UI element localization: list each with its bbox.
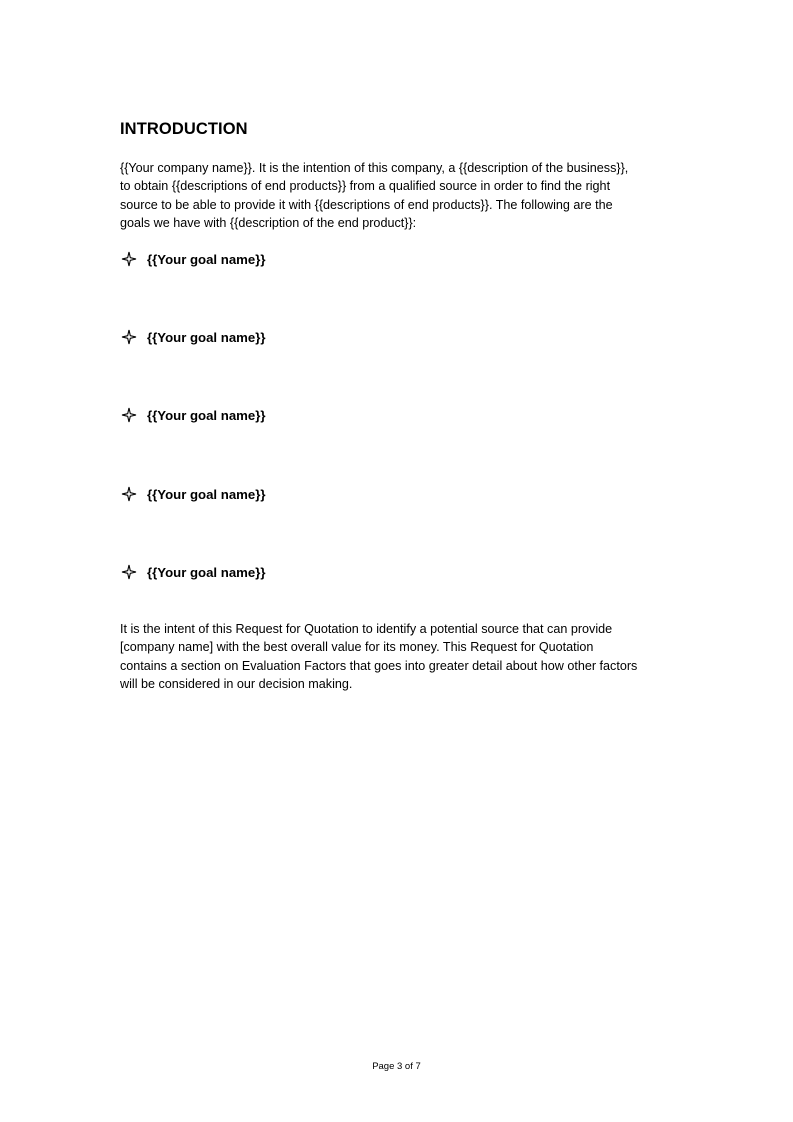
four-point-star-bullet-icon [121, 407, 137, 423]
four-point-star-bullet-icon [121, 251, 137, 267]
goal-item [120, 562, 265, 582]
four-point-star-bullet-icon [121, 486, 137, 502]
goal-item [120, 249, 265, 269]
goal-name: {{Your goal name}} [147, 486, 266, 502]
section-heading: INTRODUCTION [120, 120, 248, 138]
intro-line: {{Your company name}}. It is the intention of this company, a {{description of the business}}, [120, 161, 629, 175]
intro-line: to obtain {{descriptions of end products}} from a qualified source in order to find the right [120, 179, 611, 194]
goal-name: {{Your goal name}} [147, 329, 266, 345]
closing-line: [company name] with the best overall value for its money. This Request for Quotation [120, 640, 594, 655]
four-point-star-bullet-icon [121, 329, 137, 345]
page-number-footer: Page 3 of 7 [372, 1061, 421, 1072]
intro-line: source to be able to provide it with {{descriptions of end products}}. The following are the [120, 197, 613, 212]
goal-name: {{Your goal name}} [147, 564, 266, 580]
goal-name: {{Your goal name}} [147, 251, 266, 267]
goal-item [120, 484, 265, 504]
closing-line: will be considered in our decision making. [120, 676, 353, 691]
goal-name: {{Your goal name}} [147, 407, 266, 423]
closing-line: It is the intent of this Request for Quotation to identify a potential source that can provide [120, 622, 613, 636]
goal-item [120, 327, 265, 347]
closing-paragraph [120, 620, 680, 693]
closing-line: contains a section on Evaluation Factors that goes into greater detail about how other factors [120, 658, 638, 673]
intro-paragraph [120, 159, 680, 232]
goal-item [120, 405, 265, 425]
intro-line: goals we have with {{description of the end product}}: [120, 215, 417, 230]
four-point-star-bullet-icon [121, 564, 137, 580]
